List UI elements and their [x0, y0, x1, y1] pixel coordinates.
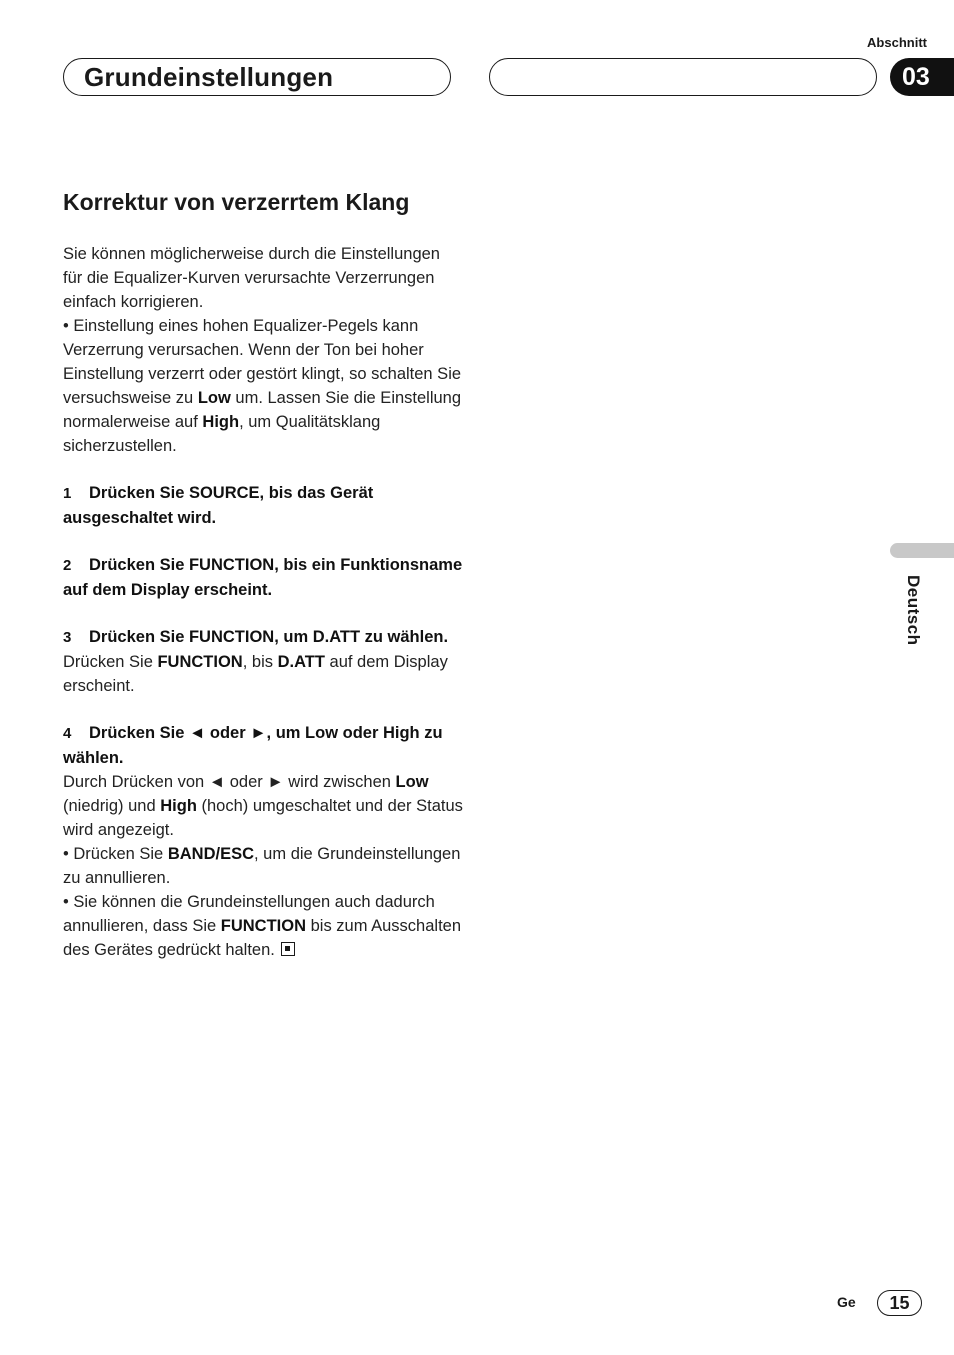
- language-tab: [890, 543, 954, 558]
- footer-language-code: Ge: [837, 1294, 856, 1310]
- step-2-heading: 2 Drücken Sie FUNCTION, bis ein Funktionsname auf dem Display erscheint.: [63, 556, 463, 599]
- end-of-section-icon: [281, 942, 295, 956]
- step-4-heading: 4 Drücken Sie ◄ oder ►, um Low oder High zu wählen.: [63, 724, 443, 767]
- chapter-title-frame: [63, 58, 451, 96]
- step-4-note-1: • Drücken Sie BAND/ESC, um die Grundeinstellungen zu annullieren.: [63, 845, 461, 887]
- page-number: 15: [877, 1290, 922, 1316]
- step-4-body: Durch Drücken von ◄ oder ► wird zwischen Low (niedrig) und High (hoch) umgeschaltet und der Status wird angezeigt.: [63, 773, 463, 839]
- step-3-heading: 3 Drücken Sie FUNCTION, um D.ATT zu wählen.: [63, 625, 463, 650]
- language-label: Deutsch: [904, 575, 923, 646]
- step-number: 2: [63, 557, 72, 574]
- intro-bullet: • Einstellung eines hohen Equalizer-Pegels kann Verzerrung verursachen. Wenn der Ton bei hoher Einstellung verzerrt oder gestört klingt, so schalten Sie versuchsweise zu Low um. Lassen Sie die Einstellung normalerweise auf High, um Qualitätsklang sicherzustellen.: [63, 317, 462, 455]
- section-number-tab: 03: [890, 58, 954, 96]
- step-1-heading: 1 Drücken Sie SOURCE, bis das Gerät ausgeschaltet wird.: [63, 484, 374, 527]
- step-3-body: Drücken Sie FUNCTION, bis D.ATT auf dem Display erscheint.: [63, 653, 448, 695]
- header-empty-frame: [489, 58, 877, 96]
- step-number: 3: [63, 629, 72, 646]
- section-heading: Korrektur von verzerrtem Klang: [63, 189, 410, 215]
- section-label: Abschnitt: [867, 35, 927, 50]
- step-number: 1: [63, 485, 72, 502]
- main-content: [63, 186, 463, 962]
- step-number: 4: [63, 725, 72, 742]
- chapter-title: Grundeinstellungen: [84, 62, 334, 92]
- step-4-note-2: • Sie können die Grundeinstellungen auch dadurch annullieren, dass Sie FUNCTION bis zum Ausschalten des Gerätes gedrückt halten.: [63, 893, 462, 959]
- intro-paragraph: Sie können möglicherweise durch die Einstellungen für die Equalizer-Kurven verursachte Verzerrungen einfach korrigieren.: [63, 245, 440, 311]
